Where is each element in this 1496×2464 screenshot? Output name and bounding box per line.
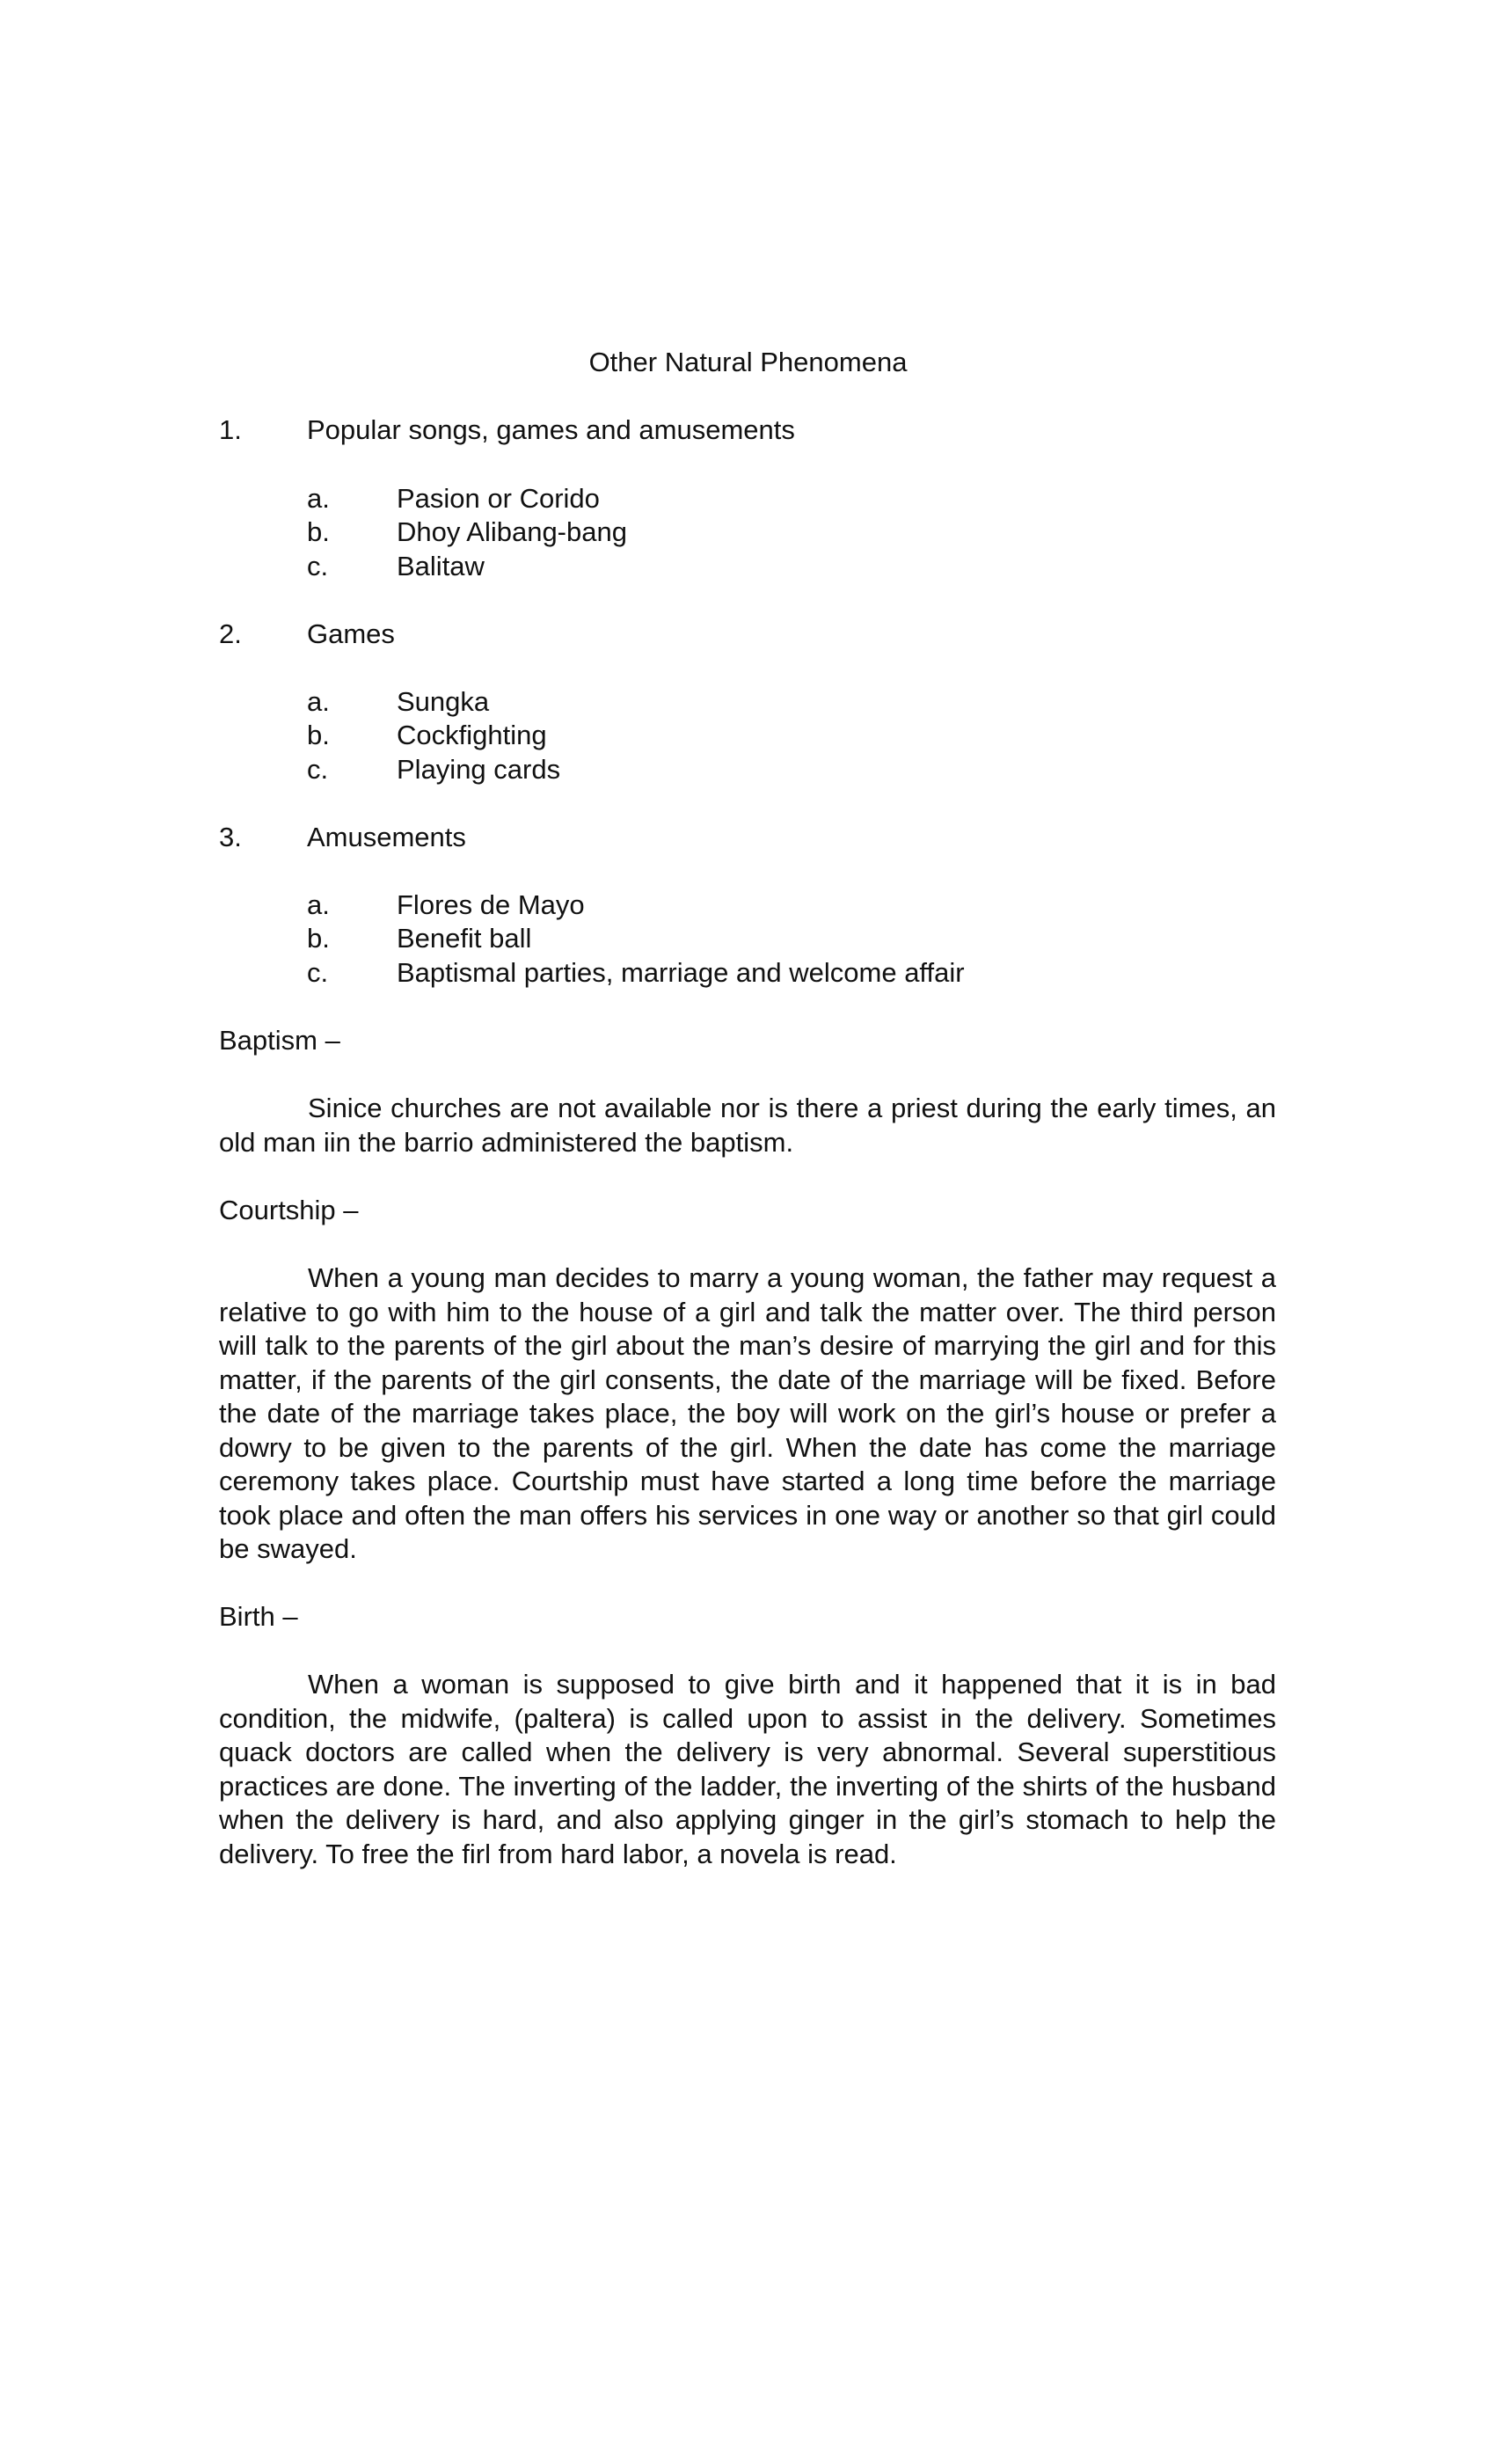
section-number: 2. bbox=[219, 618, 242, 649]
baptism-heading: Baptism – bbox=[219, 1025, 340, 1056]
birth-heading: Birth – bbox=[219, 1601, 298, 1632]
list-item: Sungka bbox=[397, 686, 490, 717]
section-label: Games bbox=[307, 618, 395, 649]
list-item: Cockfighting bbox=[397, 720, 547, 750]
list-item: Flores de Mayo bbox=[397, 889, 585, 920]
courtship-paragraph: When a young man decides to marry a young woman, the father may request a relative to go with him to the house of a girl and talk the matter over. The third person will talk to the parents of the girl about the man’s desire of marrying the girl and for this matter, if the parents of the girl consents, the date of the marriage will be fixed. Before the date of the marriage takes place, the boy will work on the girl’s house or prefer a dowry to be given to the parents of the girl. When the date has come the marriage ceremony takes place. Courtship must have started a long time before the marriage took place and often the man offers his services in one way or another so that girl could be swayed. bbox=[219, 1262, 1276, 1564]
item-letter: c. bbox=[307, 957, 329, 988]
item-letter: c. bbox=[307, 754, 329, 785]
list-item: Dhoy Alibang-bang bbox=[397, 516, 627, 547]
item-letter: a. bbox=[307, 889, 330, 920]
list-item: Baptismal parties, marriage and welcome affair bbox=[397, 957, 965, 988]
item-letter: b. bbox=[307, 516, 330, 547]
list-item: Playing cards bbox=[397, 754, 561, 785]
page-title: Other Natural Phenomena bbox=[588, 347, 908, 377]
item-letter: a. bbox=[307, 483, 330, 514]
section-label: Popular songs, games and amusements bbox=[307, 414, 795, 445]
item-letter: c. bbox=[307, 551, 329, 581]
list-item: Balitaw bbox=[397, 551, 485, 581]
birth-paragraph: When a woman is supposed to give birth and it happened that it is in bad condition, the midwife, (paltera) is called upon to assist in the delivery. Sometimes quack doctors are called when the delivery is very abnormal. Several superstitious practices are done. The inverting of the ladder, the inverting of the shirts of the husband when the delivery is hard, and also applying ginger in the girl’s stomach to help the delivery. To free the firl from hard labor, a novela is read. bbox=[219, 1669, 1276, 1869]
baptism-paragraph: Sinice churches are not available nor is there a priest during the early times, an old man iin the barrio administered the baptism. bbox=[219, 1093, 1276, 1158]
section-label: Amusements bbox=[307, 822, 466, 852]
item-letter: b. bbox=[307, 923, 330, 954]
section-number: 1. bbox=[219, 414, 242, 445]
courtship-heading: Courtship – bbox=[219, 1195, 359, 1225]
item-letter: b. bbox=[307, 720, 330, 750]
list-item: Benefit ball bbox=[397, 923, 532, 954]
section-number: 3. bbox=[219, 822, 242, 852]
list-item: Pasion or Corido bbox=[397, 483, 600, 514]
item-letter: a. bbox=[307, 686, 330, 717]
